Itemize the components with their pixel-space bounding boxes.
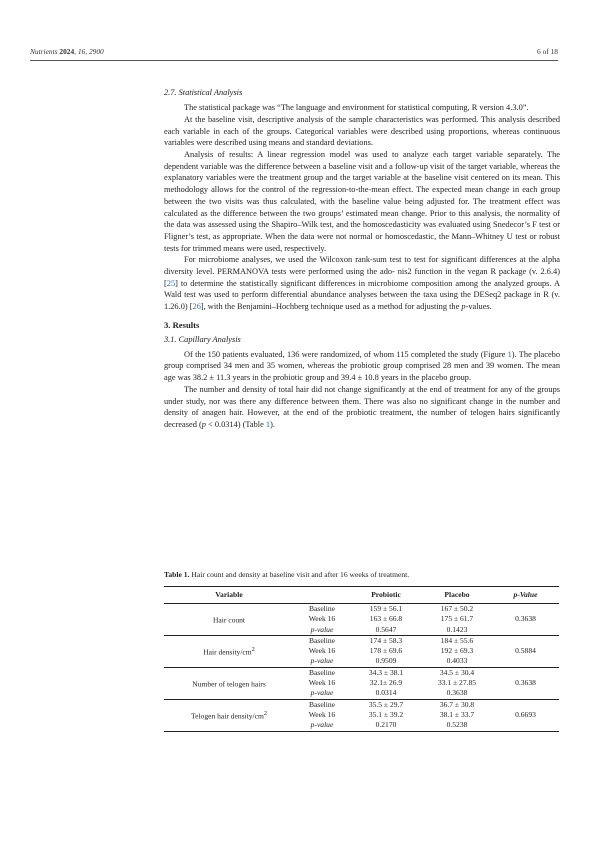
section-2-7-heading: 2.7. Statistical Analysis <box>164 88 243 97</box>
results-table <box>164 586 559 732</box>
table-header-row <box>164 587 559 604</box>
row-labels-cell: Baseline Week 16 p-value <box>308 604 336 634</box>
placebo-cell: 167 ± 50.2 175 ± 61.7 0.1423 <box>440 604 474 634</box>
table-row <box>164 635 559 667</box>
section-3-1-heading: 3.1. Capillary Analysis <box>164 334 241 344</box>
table-group <box>164 699 559 731</box>
table-row <box>164 604 559 636</box>
page-number: 6 of 18 <box>537 47 558 56</box>
placebo-cell: 34.5 ± 30.4 33.1 ± 27.85 0.3638 <box>437 667 477 698</box>
probiotic-cell: 159 ± 56.1 163 ± 66.8 0.5647 <box>369 604 403 634</box>
figure-link[interactable]: 1 <box>507 349 512 359</box>
variable-cell: Hair count <box>212 615 246 625</box>
main-content <box>164 87 560 431</box>
probiotic-cell: 34.3 ± 38.1 32.1± 26.9 0.0314 <box>368 667 404 698</box>
column-header: Probiotic <box>350 587 422 604</box>
row-labels-cell: Baseline Week 16 p-value <box>308 699 336 730</box>
table-group <box>164 667 559 699</box>
paragraph: The number and density of total hair did not change significantly at the end of treatment for any of the groups under study, nor was there any difference between them. There was also no significant change in the number and density of anagen hair. However, at the end of the probiotic treatment, the number of telogen hairs significantly decreased (p < 0.0314) (Table 1). <box>164 384 560 429</box>
p-value-cell: 0.3638 <box>515 678 536 688</box>
placebo-cell: 36.7 ± 30.8 38.1 ± 33.7 0.5238 <box>439 699 475 730</box>
probiotic-cell: 35.5 ± 29.7 35.1 ± 39.2 0.2170 <box>368 699 404 730</box>
journal-reference: Nutrients 2024, 16, 2900 <box>30 47 104 56</box>
paragraph: Analysis of results: A linear regression model was used to analyze each target variable separately. The dependent variable was the difference between a baseline visit and a follow-up visit of the target variable, whereas the explanatory variables were the treatment group and the target variable at the baseline visit centered on its mean. This methodology allows for the control of the regression-to-the-mean effect. The expected mean change in each group between the two visits was thus calculated, with the baseline value being adjusted for. The treatment effect was calculated as the difference between the two groups’ estimated mean change. Prior to this analysis, the normality of the data was assessed using the Shapiro–Wilk test, and the homoscedasticity was evaluated using Snedecor’s F test or Fligner’s test, as appropriate. When the data were not normal or homoscedastic, the Mann–Whitney U test or robust tests for trimmed means were used, respectively. <box>164 150 560 253</box>
probiotic-cell: 174 ± 58.3 178 ± 69.6 0.9509 <box>369 635 403 666</box>
table-group <box>164 604 559 636</box>
p-value-cell: 0.6693 <box>515 710 536 720</box>
paragraph: At the baseline visit, descriptive analysis of the sample characteristics was performed. This analysis described each variable in each of the groups. Categorical variables were described using proportions, whereas continuous variables were described using means and standard deviations. <box>164 114 560 148</box>
variable-cell: Telogen hair density/$cm^2$ <box>191 709 267 721</box>
row-labels-cell: Baseline Week 16 p-value <box>308 635 336 666</box>
table-caption: Table 1. Hair count and density at baseline visit and after 16 weeks of treatment. <box>164 570 410 579</box>
table-row <box>164 699 559 731</box>
paragraph: For microbiome analyses, we used the Wilcoxon rank-sum test to test for significant differences at the alpha diversity level. PERMANOVA tests were performed using the ado- nis2 function in the vegan R package (v. 2.6.4) [25] to determine the statistically significant differences in microbiome composition among the analyzed groups. A Wald test was used to perform differential abundance analyses between the taxa using the DESeq2 package in R (v. 1.26.0) [26], with the Benjamini–Hochberg technique used as a method for adjusting the p-values. <box>164 255 560 312</box>
paragraph: The statistical package was “The language and environment for statistical computing, R version 4.3.0”. <box>184 103 529 113</box>
p-value-cell: 0.5884 <box>515 646 536 656</box>
column-header: Placebo <box>422 587 492 604</box>
column-header: Variable <box>164 587 294 604</box>
citation-link[interactable]: 26 <box>192 302 201 312</box>
header-divider <box>30 60 558 61</box>
section-3-heading: 3. Results <box>164 319 200 330</box>
table-link[interactable]: 1 <box>265 419 271 429</box>
row-labels-cell: Baseline Week 16 p-value <box>308 667 336 698</box>
page-header <box>30 47 558 56</box>
citation-link[interactable]: 25 <box>166 278 176 288</box>
table-row <box>164 667 559 699</box>
variable-cell: Hair density/$cm^2$ <box>203 646 255 657</box>
column-header <box>294 587 350 604</box>
variable-cell: Number of telogen hairs <box>192 679 266 689</box>
paragraph: Of the 150 patients evaluated, 136 were randomized, of whom 115 completed the study (Figure 1). The placebo group comprised 34 men and 35 women, whereas the probiotic group comprised 28 men and 39 women. The mean age was 38.2 ± 11.3 years in the probiotic group and 39.4 ± 10.8 years in the placebo group. <box>164 349 560 383</box>
placebo-cell: 184 ± 55.6 192 ± 69.3 0.4033 <box>440 635 474 666</box>
table-group <box>164 635 559 667</box>
p-value-cell: 0.3638 <box>515 614 536 624</box>
column-header: p-Value <box>492 587 559 604</box>
